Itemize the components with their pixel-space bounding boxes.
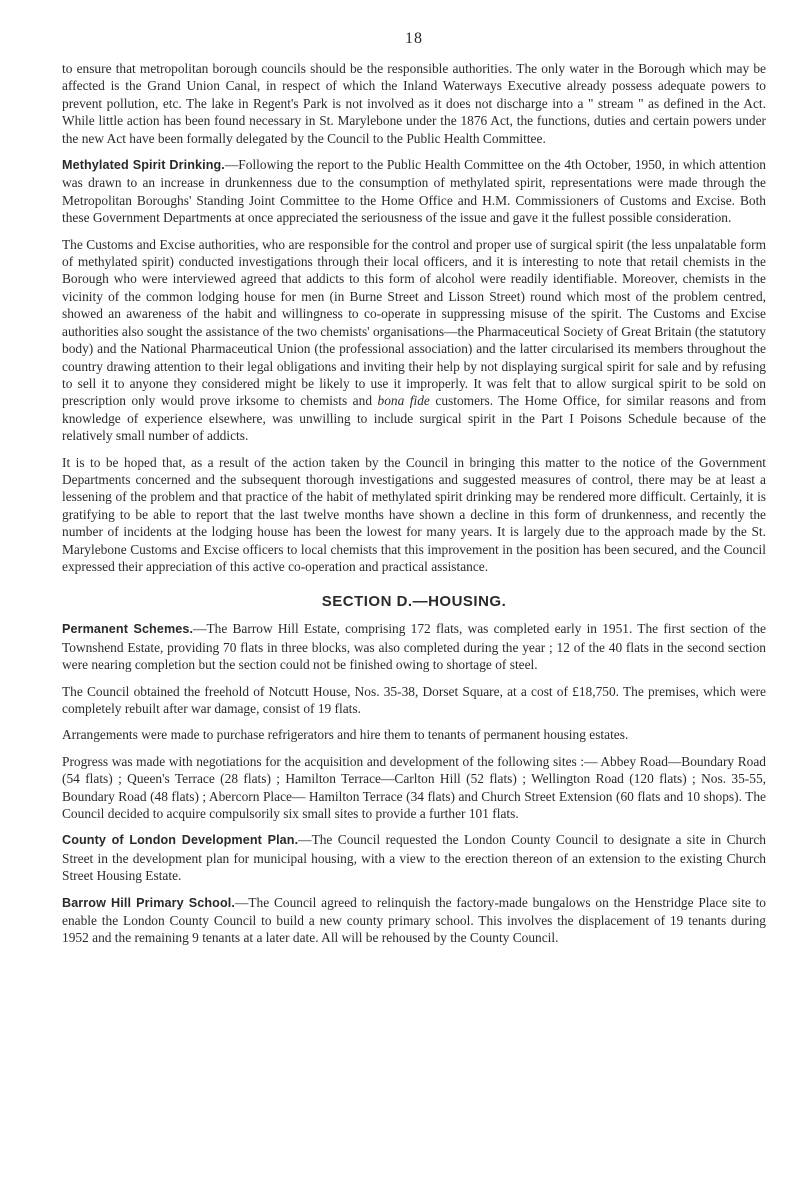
- paragraph-barrow-hill-school-text: —The Council agreed to relinquish the factory-made bungalows on the Henstridge Place site to enable the London County Council to build a new county primary school. This involves the displacement of 19 tenants during 1952 and the remaining 9 tenants at a later date. All will be rehoused by the County Council.: [62, 894, 766, 946]
- paragraph-customs-excise-italic: bona fide: [377, 393, 430, 409]
- paragraph-customs-excise-text-a: The Customs and Excise authorities, who are responsible for the control and proper use of surgical spirit (the less unpalatable form of methylated spirit) conducted investigations through their local officers, and it is interesting to note that retail chemists in the Borough who were interviewed agreed that addicts to this form of alcohol were readily identifiable. Moreover, chemists in the vicinity of the common lodging house for men (in Burne Street and Lisson Street) round which most of the problem centred, showed an awareness of the habit and willingness to co-operate in suppressing misuse of the spirit. The Customs and Excise authorities also sought the assistance of the two chemists' organisations—the Pharmaceutical Society of Great Britain (the statutory body) and the National Pharmaceutical Union (the professional association) and the latter circularised its members throughout the country drawing attention to their legal obligations and inviting their help by not displaying surgical spirit for sale and by refusing to sell it to anyone they considered might be likely to use it improperly. It was felt that to allow surgical spirit to be sold on prescription only would prove irksome to chemists and: [62, 236, 766, 409]
- paragraph-customs-excise: [62, 236, 766, 445]
- heading-county-of-london-development-plan: County of London Development Plan.: [62, 833, 299, 848]
- paragraph-methylated-spirit: [62, 156, 766, 227]
- paragraph-water-pollution: to ensure that metropolitan borough councils should be the responsible authorities. The only water in the Borough which may be affected is the Grand Union Canal, in respect of which the Inland Waterways Executive already possess adequate powers to prevent pollution, etc. The lake in Regent's Park is not involved as it does not discharge into a " stream " as defined in the Act. While little action has been found necessary in St. Marylebone under the 1876 Act, the functions, duties and certain powers under the new Act have been formally delegated by the Council to the Public Health Committee.: [62, 61, 766, 146]
- paragraph-development-plan-text: —The Council requested the London County Council to designate a site in Church Street in the development plan for municipal housing, with a view to the erection thereon of an extension to the existing Church Street Housing Estate.: [62, 832, 767, 884]
- heading-permanent-schemes: Permanent Schemes.: [62, 622, 194, 637]
- paragraph-permanent-schemes: [62, 620, 766, 673]
- paragraph-barrow-hill-school: [62, 894, 766, 947]
- paragraph-customs-excise-text-b: customers. The Home Office, for similar reasons and from knowledge of experience elsewhere, was unwilling to include surgical spirit in the Part I Poisons Schedule because of the relatively small number of addicts.: [62, 393, 766, 444]
- paragraph-development-plan: [62, 831, 766, 884]
- paragraph-council-action: It is to be hoped that, as a result of the action taken by the Council in bringing this matter to the notice of the Government Departments concerned and the subsequent thorough investigations and suggested measures of control, there may be at least a lessening of the problem and that practice of the habit of methylated spirit drinking may be rendered more difficult. Certainly, it is gratifying to be able to report that the last twelve months have shown a decline in this form of drunkenness, and recently the number of incidents at the lodging house has been the lowest for many years. It is largely due to the approach made by the St. Marylebone Customs and Excise officers to local chemists that this improvement in the position has been secured, and the Council expressed their appreciation of this active co-operation and practical assistance.: [62, 454, 766, 574]
- paragraph-notcutt-house: The Council obtained the freehold of Notcutt House, Nos. 35-38, Dorset Square, at a cost of £18,750. The premises, which were completely rebuilt after war damage, consist of 19 flats.: [62, 683, 766, 716]
- paragraph-permanent-schemes-text: —The Barrow Hill Estate, comprising 172 flats, was completed early in 1951. The first section of the Townshend Estate, providing 70 flats in three blocks, was also completed during the year ; 12 of the 40 flats in the second section were nearing completion but the section could not be finished owing to shortage of steel.: [62, 621, 766, 673]
- page-number: 18: [405, 30, 423, 47]
- document-page: [62, 30, 766, 956]
- paragraph-sites-progress: Progress was made with negotiations for the acquisition and development of the following sites :— Abbey Road—Boundary Road (54 flats) ; Queen's Terrace (28 flats) ; Hamilton Terrace—Carlton Hill (52 flats) ; Wellington Road (120 flats) ; Nos. 35-55, Boundary Road (48 flats) ; Abercorn Place— Hamilton Terrace (34 flats) and Church Street Extension (60 flats and 10 shops). The Council decided to acquire compulsorily six small sites to provide a further 101 flats.: [62, 753, 766, 822]
- section-title-housing: SECTION D.—HOUSING.: [321, 593, 507, 611]
- paragraph-methylated-spirit-text: —Following the report to the Public Health Committee on the 4th October, 1950, in which attention was drawn to an increase in drunkenness due to the consumption of methylated spirit, representations were made through the Metropolitan Boroughs' Standing Joint Committee to the Home Office and H.M. Commissioners of Customs and Excise. Both these Government Departments at once appreciated the seriousness of the issue and gave it the fullest possible consideration.: [62, 157, 766, 226]
- paragraph-refrigerators: Arrangements were made to purchase refrigerators and hire them to tenants of permanent housing estates.: [62, 727, 629, 743]
- heading-barrow-hill-primary-school: Barrow Hill Primary School.: [62, 895, 235, 910]
- heading-methylated-spirit-drinking: Methylated Spirit Drinking.: [62, 158, 225, 173]
